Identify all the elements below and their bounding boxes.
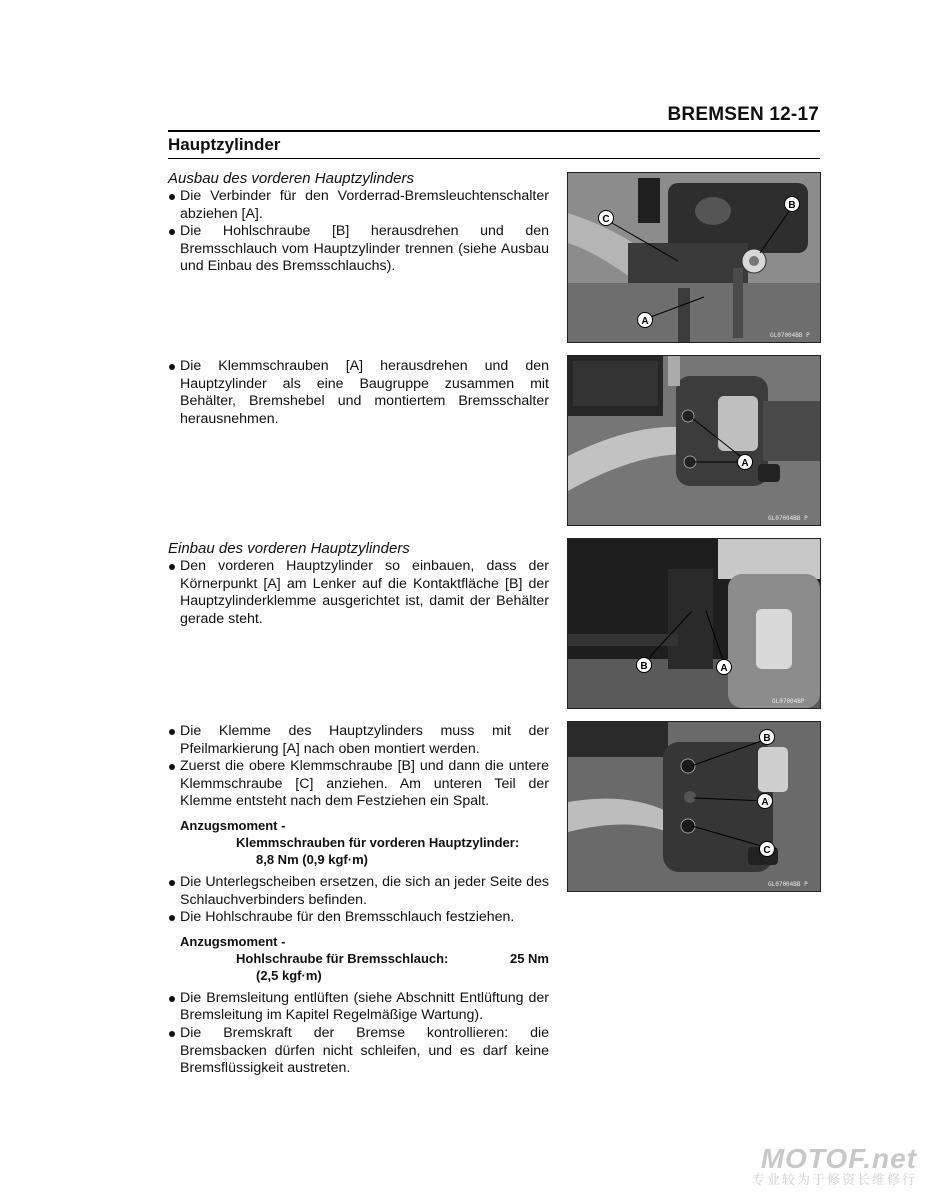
callout-a: A [720,663,728,674]
watermark [752,1145,917,1188]
install-step-4: Die Unterlegscheiben ersetzen, die sich an jeder Seite des Schlauchverbinders befinden. [168,874,549,909]
figure-2-photo [567,355,821,526]
torque-item: Klemmschrauben für vorderen Hauptzylinder: [236,834,520,850]
callout-c: C [763,845,771,856]
watermark-logo: MOTOF.net [760,1143,917,1174]
install-step-7: Die Bremskraft der Bremse kontrollieren: die Bremsbacken dürfen nicht schleifen, und es darf keine Bremsflüssigkeit austreten. [168,1025,549,1078]
removal-block-2 [168,358,549,428]
figure-2-id: GL07004BB P [768,515,808,522]
section-rule [168,158,820,159]
removal-step-1: Die Verbinder für den Vorderrad-Bremsleuchtenschalter abziehen [A]. [168,188,549,223]
figure-1-photo [567,172,821,343]
torque-spec-banjo [168,933,549,984]
callout-b: B [763,733,771,744]
removal-block [168,170,549,276]
install-step-5: Die Hohlschraube für den Bremsschlauch festziehen. [168,909,549,927]
section-title: Hauptzylinder [168,135,281,154]
removal-step-2: Die Hohlschraube [B] herausdrehen und den Bremsschlauch vom Hauptzylinder trennen (siehe Ausbau und Einbau des Bremsschlauchs). [168,223,549,276]
figure-3-id: GL07004BP [772,698,805,705]
callout-b: B [788,200,796,211]
figure-4-id: GL07004BB P [768,881,808,888]
watermark-tagline: 专业较为于修资长维修行 [751,1173,917,1188]
callout-c: C [602,214,610,225]
torque-value: 8,8 Nm (0,9 kgf·m) [256,851,368,867]
figure-3-photo [567,538,821,709]
torque-value-nm: 25 Nm [509,950,549,966]
removal-step-3: Die Klemmschrauben [A] herausdrehen und den Hauptzylinder als eine Baugruppe zusammen mit Behälter, Bremshebel und montiertem Bremsschalter herausnehmen. [168,358,549,428]
install-step-3: Zuerst die obere Klemmschraube [B] und dann die untere Klemmschraube [C] anziehen. Am unteren Teil der Klemme entsteht nach dem Festziehen ein Spalt. [168,758,549,811]
torque-label: Anzugsmoment - [180,933,286,949]
torque-label: Anzugsmoment - [180,817,286,833]
torque-item: Hohlschraube für Bremsschlauch: [236,950,449,966]
removal-subhead: Ausbau des vorderen Hauptzylinders [168,170,414,187]
installation-block-2 [168,723,549,1078]
installation-block [168,540,549,628]
torque-value-kgf: (2,5 kgf·m) [256,967,322,983]
install-step-2: Die Klemme des Hauptzylinders muss mit der Pfeilmarkierung [A] nach oben montiert werden. [168,723,549,758]
header-rule [168,130,820,132]
install-step-6: Die Bremsleitung entlüften (siehe Abschnitt Entlüftung der Bremsleitung im Kapitel Regelmäßige Wartung). [168,990,549,1025]
callout-a: A [761,797,769,808]
figure-4-photo [567,721,821,892]
callout-b: B [640,661,648,672]
torque-item-row [168,950,549,967]
callout-a: A [741,458,749,469]
callout-a: A [641,316,649,327]
installation-subhead: Einbau des vorderen Hauptzylinders [168,540,410,557]
chapter-page-header: BREMSEN 12-17 [667,104,819,125]
install-step-1: Den vorderen Hauptzylinder so einbauen, dass der Körnerpunkt [A] am Lenker auf die Kontaktfläche [B] der Hauptzylinderklemme ausgerichtet ist, damit der Behälter gerade steht. [168,558,549,628]
torque-spec-clamp [168,817,549,868]
figure-1-id: GL07004BB P [770,332,810,339]
